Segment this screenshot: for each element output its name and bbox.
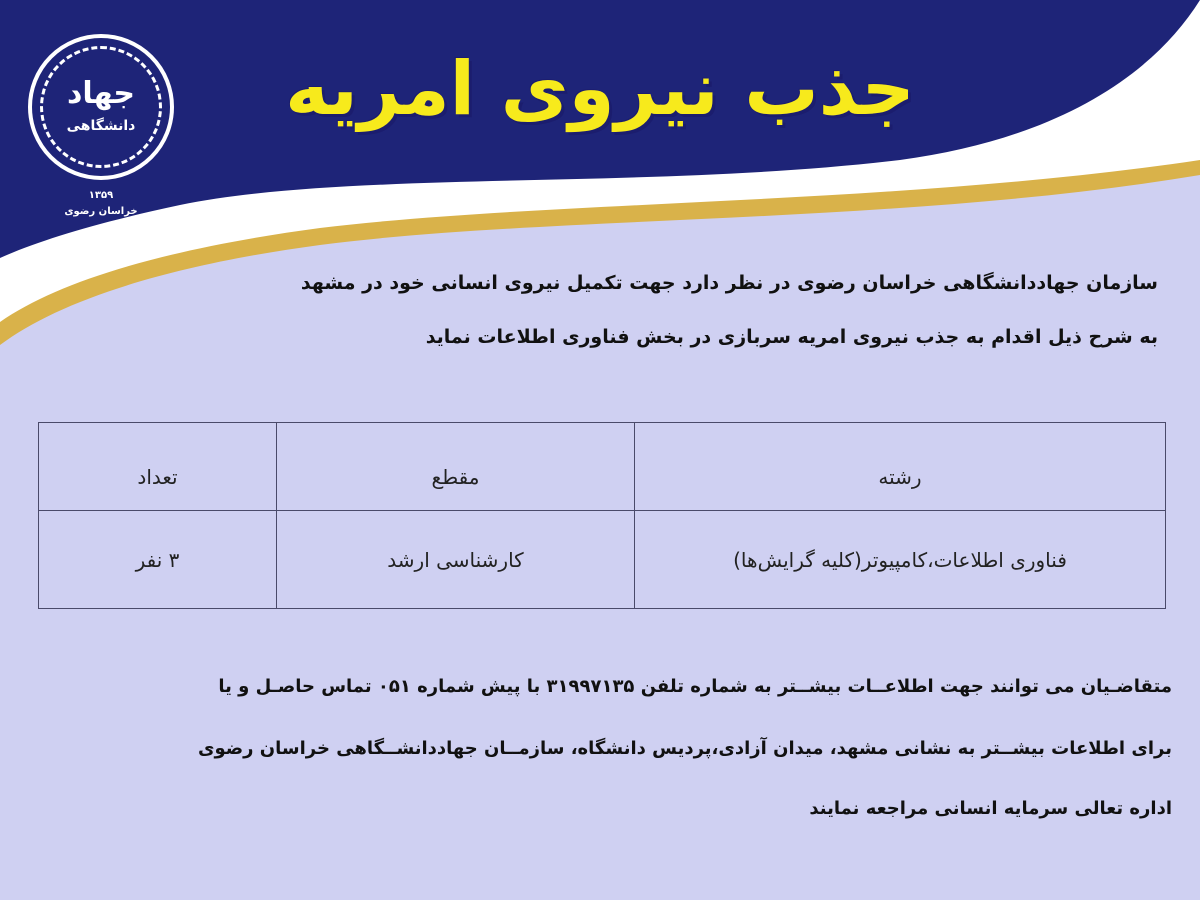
header-count: تعداد [39, 423, 277, 511]
header-degree: مقطع [277, 423, 635, 511]
logo-subtitle: دانشگاهی [66, 118, 136, 134]
contact-line-3: اداره تعالی سرمایه انسانی مراجعه نمایند [809, 798, 1172, 819]
jahad-logo [28, 34, 178, 224]
positions-table [38, 422, 1166, 609]
logo-year: ۱۳۵۹ [88, 190, 114, 201]
page-title: جذب نیروی امریه [285, 46, 915, 132]
cell-count: ۳ نفر [39, 511, 277, 609]
header-field: رشته [635, 423, 1166, 511]
cell-degree: کارشناسی ارشد [277, 511, 635, 609]
contact-line-2: برای اطلاعات بیشــتر به نشانی مشهد، میدان آزادی،پردیس دانشگاه، سازمــان جهاددانشــگاهی خراسان رضوی [197, 738, 1172, 759]
table-header-row [39, 423, 1166, 511]
contact-line-1: متقاضـیان می توانند جهت اطلاعــات بیشــتر به شماره تلفن ۳۱۹۹۷۱۳۵ با پیش شماره ۰۵۱ تماس حاصـل و یا [218, 676, 1172, 697]
intro-line-2: به شرح ذیل اقدام به جذب نیروی امریه سربازی در بخش فناوری اطلاعات نماید [425, 326, 1158, 348]
logo-region: خراسان رضوی [64, 206, 138, 217]
intro-line-1: سازمان جهاددانشگاهی خراسان رضوی در نظر دارد جهت تکمیل نیروی انسانی خود در مشهد [300, 272, 1158, 294]
table-row [39, 511, 1166, 609]
logo-name: جهاد [66, 76, 136, 111]
cell-field: فناوری اطلاعات،کامپیوتر(کلیه گرایش‌ها) [635, 511, 1166, 609]
